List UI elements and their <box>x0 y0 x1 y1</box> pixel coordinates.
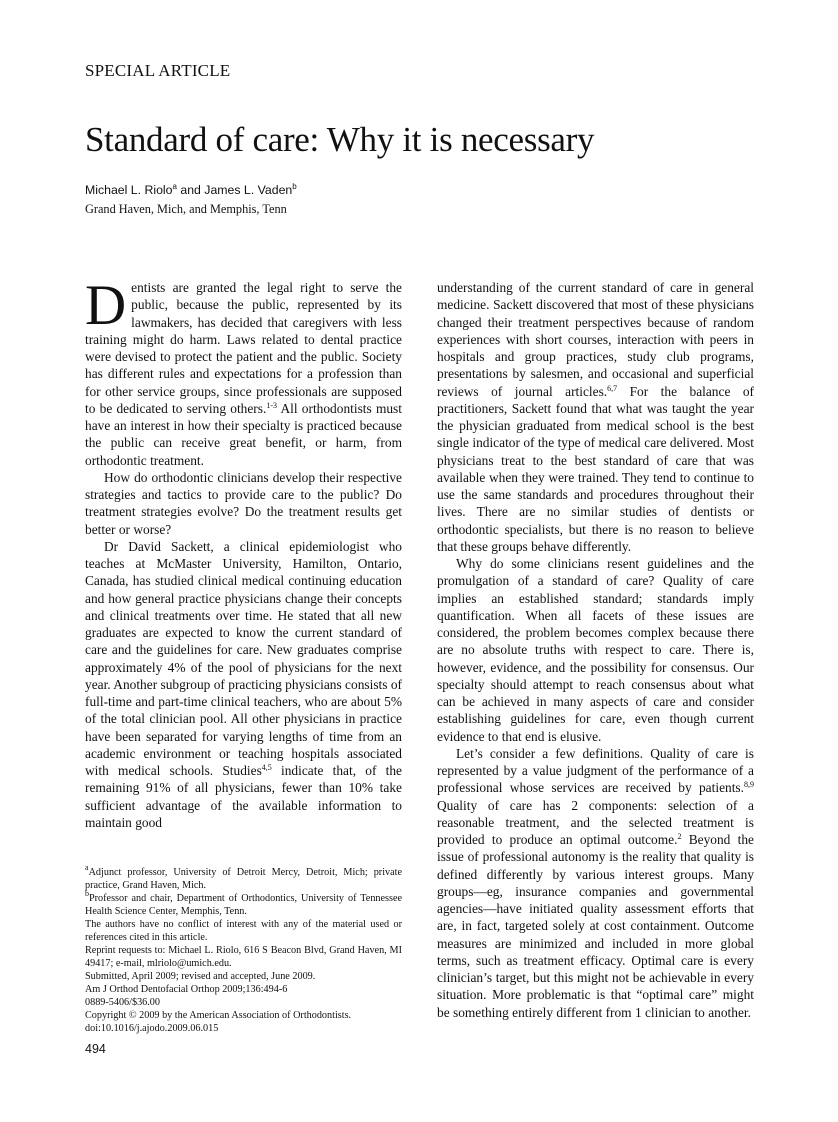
text-run: Adjunct professor, University of Detroit Mercy, Detroit, Mich; private practice, Grand Haven, Mich. <box>85 867 402 891</box>
author-list <box>85 183 297 197</box>
footnote <box>85 970 402 983</box>
text-run: Copyright © 2009 by the American Association of Orthodontists. <box>85 1010 352 1021</box>
text-run: Quality of care has 2 components: selection of a reasonable treatment, and the selected treatment is provided to produce an optimal outcome. <box>437 797 754 847</box>
article-title: Standard of care: Why it is necessary <box>85 120 595 159</box>
author-separator: and <box>176 183 205 197</box>
text-run: For the balance of practitioners, Sackett found that what was taught the year the physician graduated from medical school is the best single indicator of the type of medical care delivered. Most physicians treat to the best standard of care that was available when they were trained. They tend to continue to use the same standards and procedures throughout their lives. There are no similar studies of dentists or orthodontic specialists, but there is no reason to believe that these groups behave differently. <box>437 383 755 554</box>
text-run: Submitted, April 2009; revised and accepted, June 2009. <box>85 971 316 982</box>
text-run: All orthodontists must have an interest in how their specialty is practiced because the public can receive great benefit, or harm, from orthodontic treatment. <box>85 400 402 468</box>
citation-superscript: b <box>85 889 89 898</box>
author-affiliation-marker: a <box>172 182 177 191</box>
text-run: Dr David Sackett, a clinical epidemiologist who teaches at McMaster University, Hamilton, Ontario, Canada, has studied clinical medical continuing education and how general practice physicians change their concepts and clinical treatments over time. He stated that all new graduates are expected to know the current standard of care and the guidelines for care. New graduates comprise approximately 4% of the pool of physicians for the next year. Another subgroup of practicing physicians consists of full-time and part-time clinical teachers, who are about 5% of the total clinician pool. All other physicians in practice have been separated for varying lengths of time from an academic environment or teaching hospitals associated with medical schools. Studies <box>85 538 402 778</box>
footnote <box>85 863 402 892</box>
footnote <box>85 944 402 970</box>
text-run: Why do some clinicians resent guidelines and the promulgation of a standard of care? Quality of care implies an established standard; standards imply quantification. When all facets of these issues are considered, the problem becomes complex because there are no absolute truths with respect to care. There is, however, evidence, and the possibility for consensus. Our specialty should attempt to reach consensus about what can be achieved in many aspects of care and consider establishing guidelines for care, even though current evidence to that end is elusive. <box>437 556 754 744</box>
author-affiliation-marker: b <box>292 182 297 191</box>
text-run: Beyond the issue of professional autonomy is the reality that quality is defined differently by various interest groups. Many groups—eg, insurance companies and governmental agencies—have initiated quality assessment efforts that are, in fact, targeted solely at cost containment. Outcome measures are minimized and included in more global terms, such as treatment efficacy. Optimal care is every clinician’s target, but this might not be achievable in every situation. More problematic is that “optimal care” might be something entirely different from 1 clinician to another. <box>437 832 754 1020</box>
footnote <box>85 1022 402 1035</box>
author-locations: Grand Haven, Mich, and Memphis, Tenn <box>85 202 287 216</box>
citation-superscript: 8,9 <box>744 780 754 790</box>
paragraph <box>85 469 402 538</box>
footnote <box>85 983 402 996</box>
text-run: The authors have no conflict of interest with any of the material used or references cited in this article. <box>85 919 402 943</box>
page-number: 494 <box>85 1042 106 1056</box>
citation-superscript: 6,7 <box>607 383 618 393</box>
text-run: Professor and chair, Department of Orthodontics, University of Tennessee Health Science Center, Memphis, Tenn. <box>85 893 402 917</box>
paragraph <box>437 279 754 555</box>
text-run: Am J Orthod Dentofacial Orthop 2009;136:494-6 <box>85 984 288 995</box>
text-run: How do orthodontic clinicians develop their respective strategies and tactics to provide care to the public? Do treatment strategies evolve? Do the treatment results get better or worse? <box>85 469 402 537</box>
drop-cap: D <box>85 274 127 337</box>
footnote <box>85 918 402 944</box>
text-run: indicate that, of the remaining 91% of all physicians, fewer than 10% take sufficient advantage of the available information to maintain good <box>85 763 402 830</box>
left-column <box>85 274 402 831</box>
paragraph <box>437 555 754 745</box>
text-run: doi:10.1016/j.ajodo.2009.06.015 <box>85 1023 219 1034</box>
author-name: Michael L. Riolo <box>85 183 173 197</box>
citation-superscript: a <box>85 863 89 872</box>
section-label: SPECIAL ARTICLE <box>85 61 231 80</box>
right-column <box>437 279 754 1021</box>
author-name: James L. Vaden <box>204 183 293 197</box>
paragraph <box>85 274 402 469</box>
citation-superscript: 1-3 <box>266 400 277 410</box>
paragraph <box>437 745 754 1021</box>
footnotes <box>85 863 402 1035</box>
citation-superscript: 2 <box>677 832 682 841</box>
text-run: understanding of the current standard of care in general medicine. Sackett discovered that most of these physicians changed their treatment perspectives because of random experiences with short courses, interaction with peers in hospitals and group practices, study club programs, presentations by salesmen, and occasional and superficial reviews of journal articles. <box>437 280 754 399</box>
footnote <box>85 889 402 918</box>
citation-superscript: 4,5 <box>261 763 272 772</box>
text-run: 0889-5406/$36.00 <box>85 997 160 1008</box>
text-run: entists are granted the legal right to serve the public, because the public, represented by its lawmakers, has decided that caregivers with less training might do harm. Laws related to dental practice were devised to protect the patient and the public. Society has different rules and expectations for a profession than for other service groups, since professionals are supposed to be dedicated to serving others. <box>85 280 402 416</box>
footnote <box>85 1009 402 1022</box>
text-run: Reprint requests to: Michael L. Riolo, 616 S Beacon Blvd, Grand Haven, MI 49417; e-mail, mlriolo@umich.edu. <box>85 945 402 969</box>
paragraph <box>85 538 402 831</box>
footnote <box>85 996 402 1009</box>
text-run: Let’s consider a few definitions. Quality of care is represented by a value judgment of the performance of a professional whose services are received by patients. <box>437 745 754 796</box>
